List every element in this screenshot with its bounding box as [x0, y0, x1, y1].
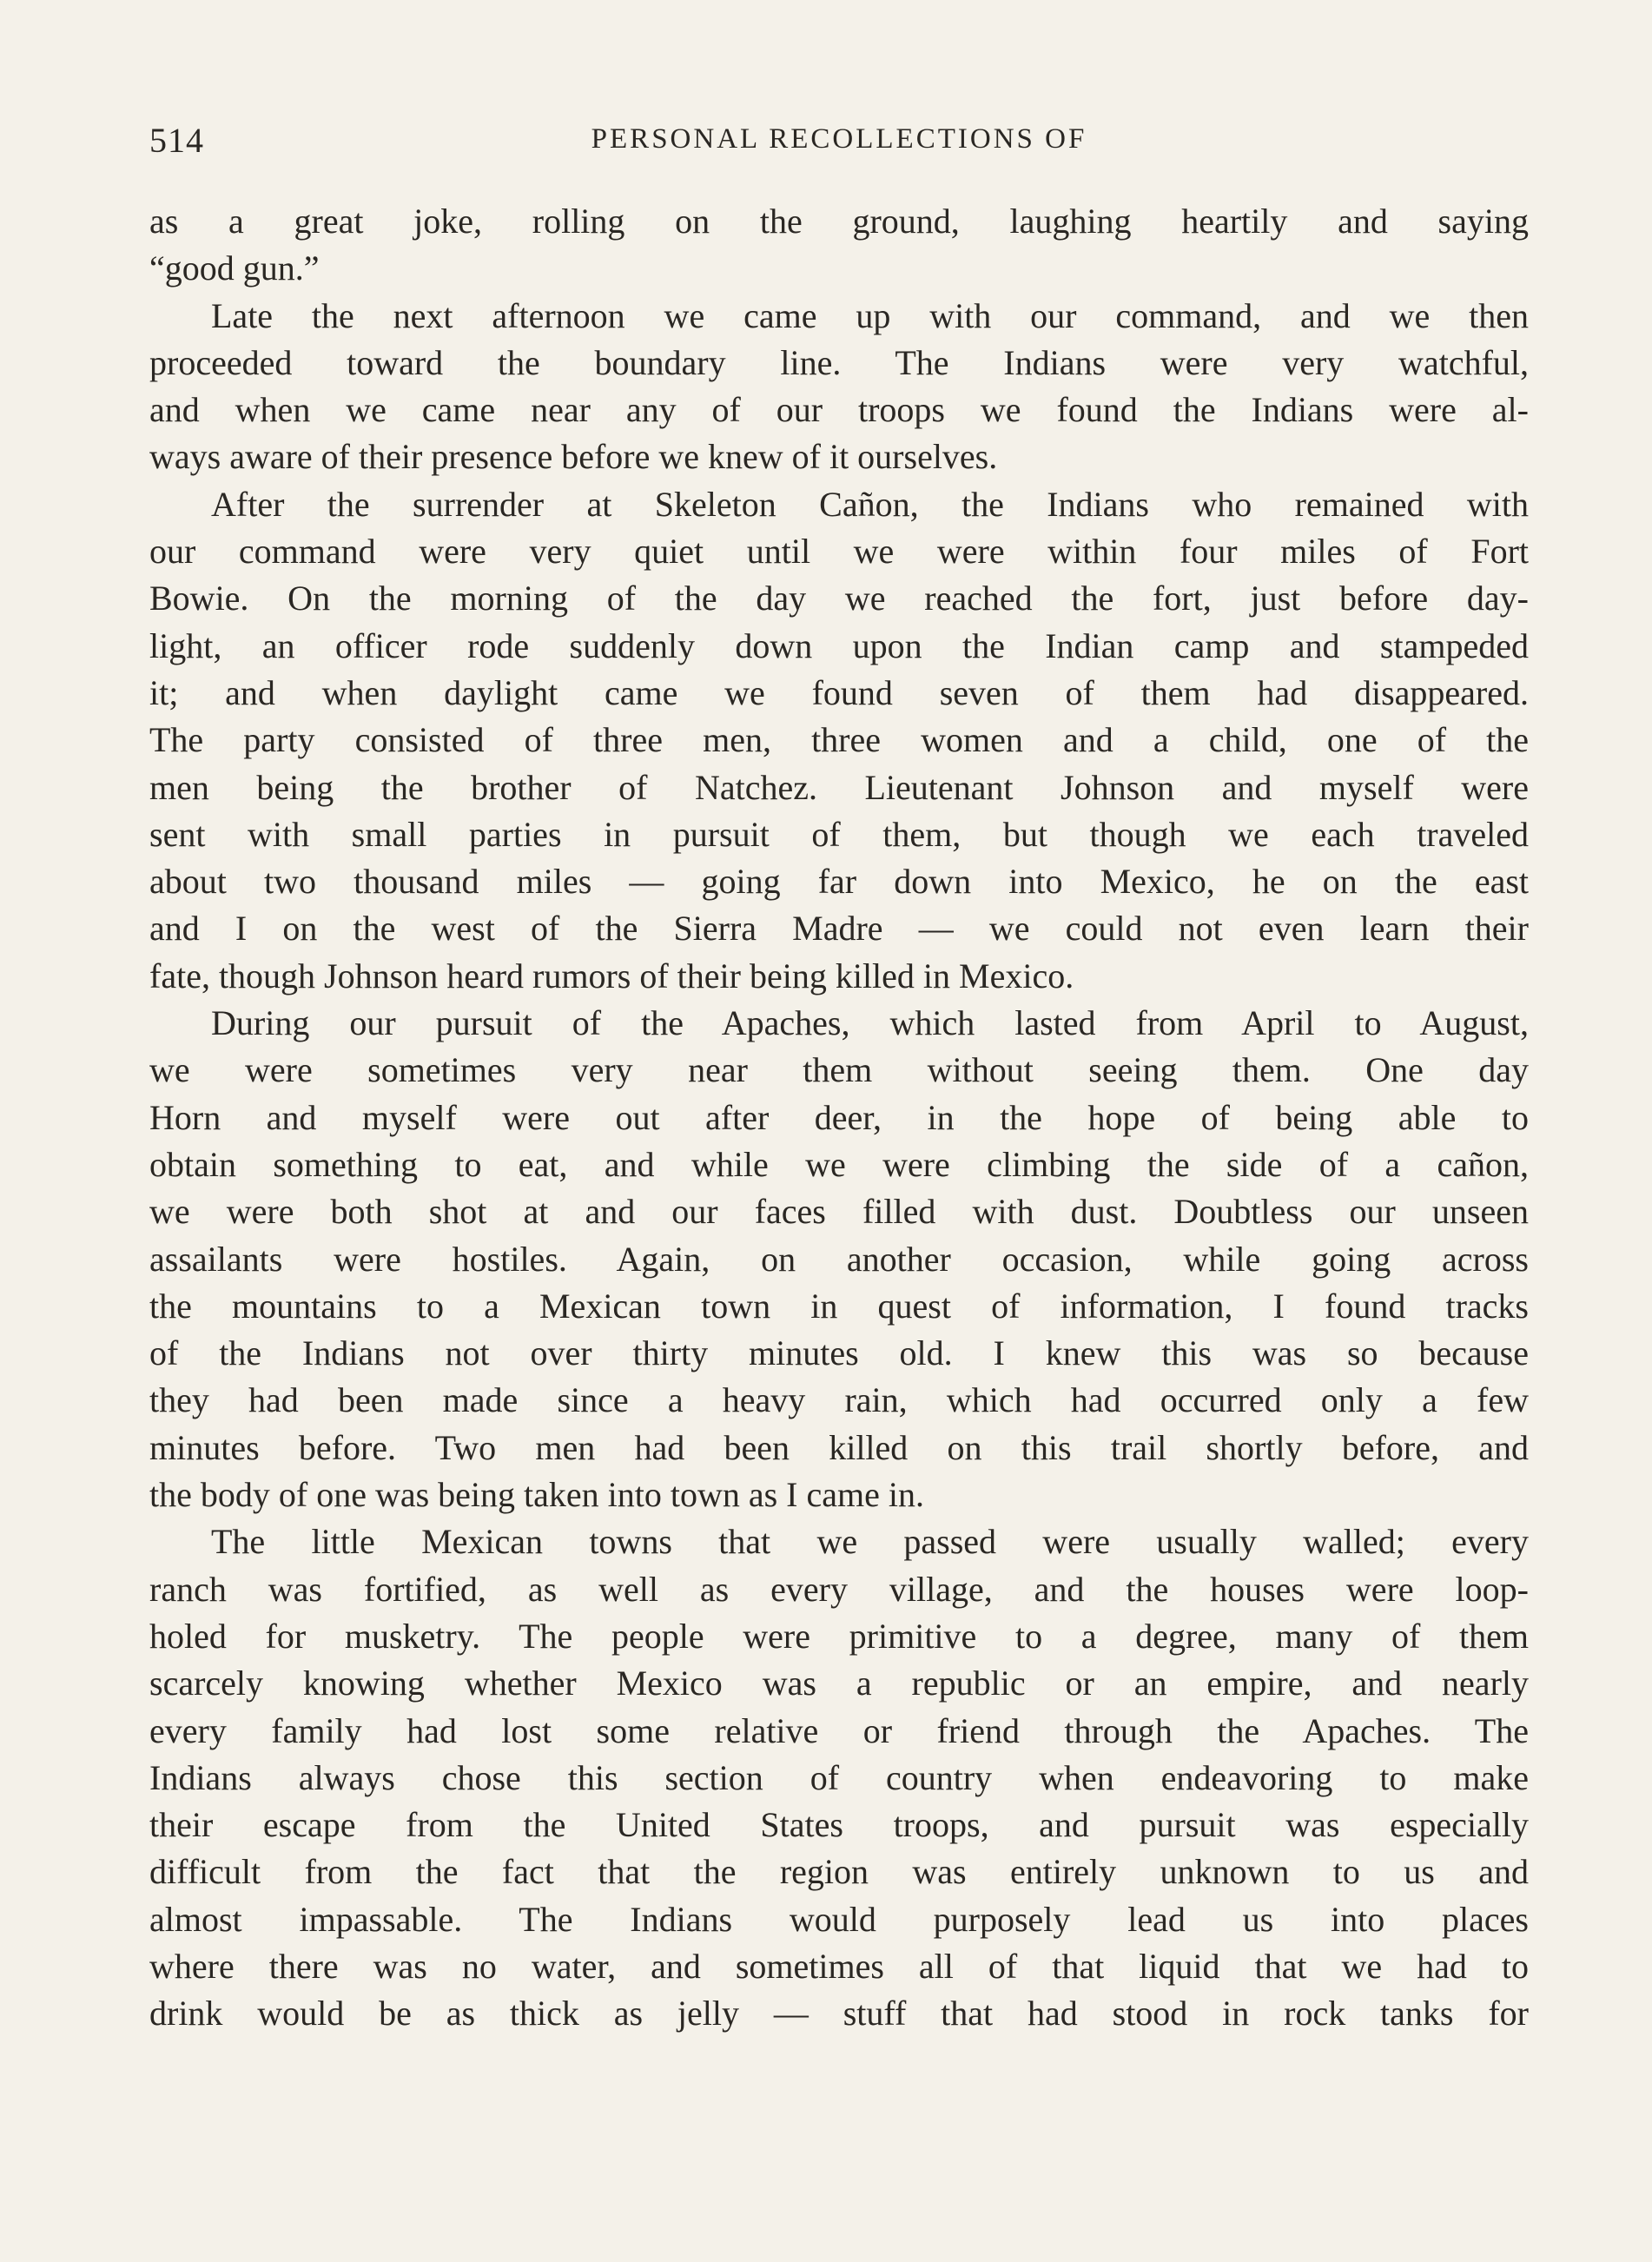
text-line: Horn and myself were out after deer, in the hope of being able to [149, 1097, 1529, 1137]
text-line: The party consisted of three men, three women and a child, one of the [149, 720, 1529, 760]
text-line: about two thousand miles — going far down into Mexico, he on the east [149, 862, 1529, 902]
text-line: Bowie. On the morning of the day we reached the fort, just before day- [149, 579, 1529, 618]
paragraph-first-line: During our pursuit of the Apaches, which lasted from April to August, [211, 1003, 1529, 1043]
running-title: PERSONAL RECOLLECTIONS OF [591, 123, 1087, 155]
text-line: Indians always chose this section of country when endeavoring to make [149, 1757, 1529, 1797]
text-line: difficult from the fact that the region was entirely unknown to us and [149, 1852, 1529, 1892]
page-header [149, 120, 1529, 175]
text-line: we were sometimes very near them without seeing them. One day [149, 1050, 1529, 1090]
text-line: obtain something to eat, and while we were climbing the side of a cañon, [149, 1144, 1529, 1184]
text-line: almost impassable. The Indians would purposely lead us into places [149, 1899, 1529, 1939]
paragraph-first-line: The little Mexican towns that we passed were usually walled; every [211, 1522, 1529, 1562]
text-line: ways aware of their presence before we knew of it ourselves. [149, 437, 998, 477]
text-line: sent with small parties in pursuit of them, but though we each traveled [149, 814, 1529, 854]
text-line: it; and when daylight came we found seven of them had disappeared. [149, 672, 1529, 712]
paragraph-first-line: After the surrender at Skeleton Cañon, the Indians who remained with [211, 484, 1529, 524]
text-line: drink would be as thick as jelly — stuff that had stood in rock tanks for [149, 1994, 1529, 2034]
text-line: men being the brother of Natchez. Lieutenant Johnson and myself were [149, 767, 1529, 807]
text-line: proceeded toward the boundary line. The Indians were very watchful, [149, 342, 1529, 382]
text-line: our command were very quiet until we were within four miles of Fort [149, 532, 1529, 572]
text-line: every family had lost some relative or friend through the Apaches. The [149, 1710, 1529, 1750]
text-line: and I on the west of the Sierra Madre — we could not even learn their [149, 909, 1529, 949]
text-line: we were both shot at and our faces filled with dust. Doubtless our unseen [149, 1192, 1529, 1232]
text-line: “good gun.” [149, 248, 320, 288]
text-line: ranch was fortified, as well as every village, and the houses were loop- [149, 1569, 1529, 1609]
text-line: as a great joke, rolling on the ground, laughing heartily and saying [149, 202, 1529, 241]
text-line: the mountains to a Mexican town in quest of information, I found tracks [149, 1286, 1529, 1326]
body-text [149, 198, 1529, 2038]
text-line: of the Indians not over thirty minutes old. I knew this was so because [149, 1333, 1529, 1373]
text-line: light, an officer rode suddenly down upon the Indian camp and stampeded [149, 625, 1529, 665]
text-line: holed for musketry. The people were primitive to a degree, many of them [149, 1616, 1529, 1656]
text-line: assailants were hostiles. Again, on another occasion, while going across [149, 1239, 1529, 1279]
text-line: fate, though Johnson heard rumors of their being killed in Mexico. [149, 956, 1074, 995]
text-line: they had been made since a heavy rain, which had occurred only a few [149, 1380, 1529, 1420]
page-number: 514 [149, 121, 204, 160]
text-line: minutes before. Two men had been killed on this trail shortly before, and [149, 1427, 1529, 1467]
text-line: where there was no water, and sometimes all of that liquid that we had to [149, 1946, 1529, 1986]
paragraph-first-line: Late the next afternoon we came up with our command, and we then [211, 295, 1529, 335]
text-line: and when we came near any of our troops we found the Indians were al- [149, 390, 1529, 430]
text-line: the body of one was being taken into town as I came in. [149, 1475, 924, 1515]
text-line: their escape from the United States troops, and pursuit was especially [149, 1805, 1529, 1845]
text-line: scarcely knowing whether Mexico was a republic or an empire, and nearly [149, 1663, 1529, 1703]
